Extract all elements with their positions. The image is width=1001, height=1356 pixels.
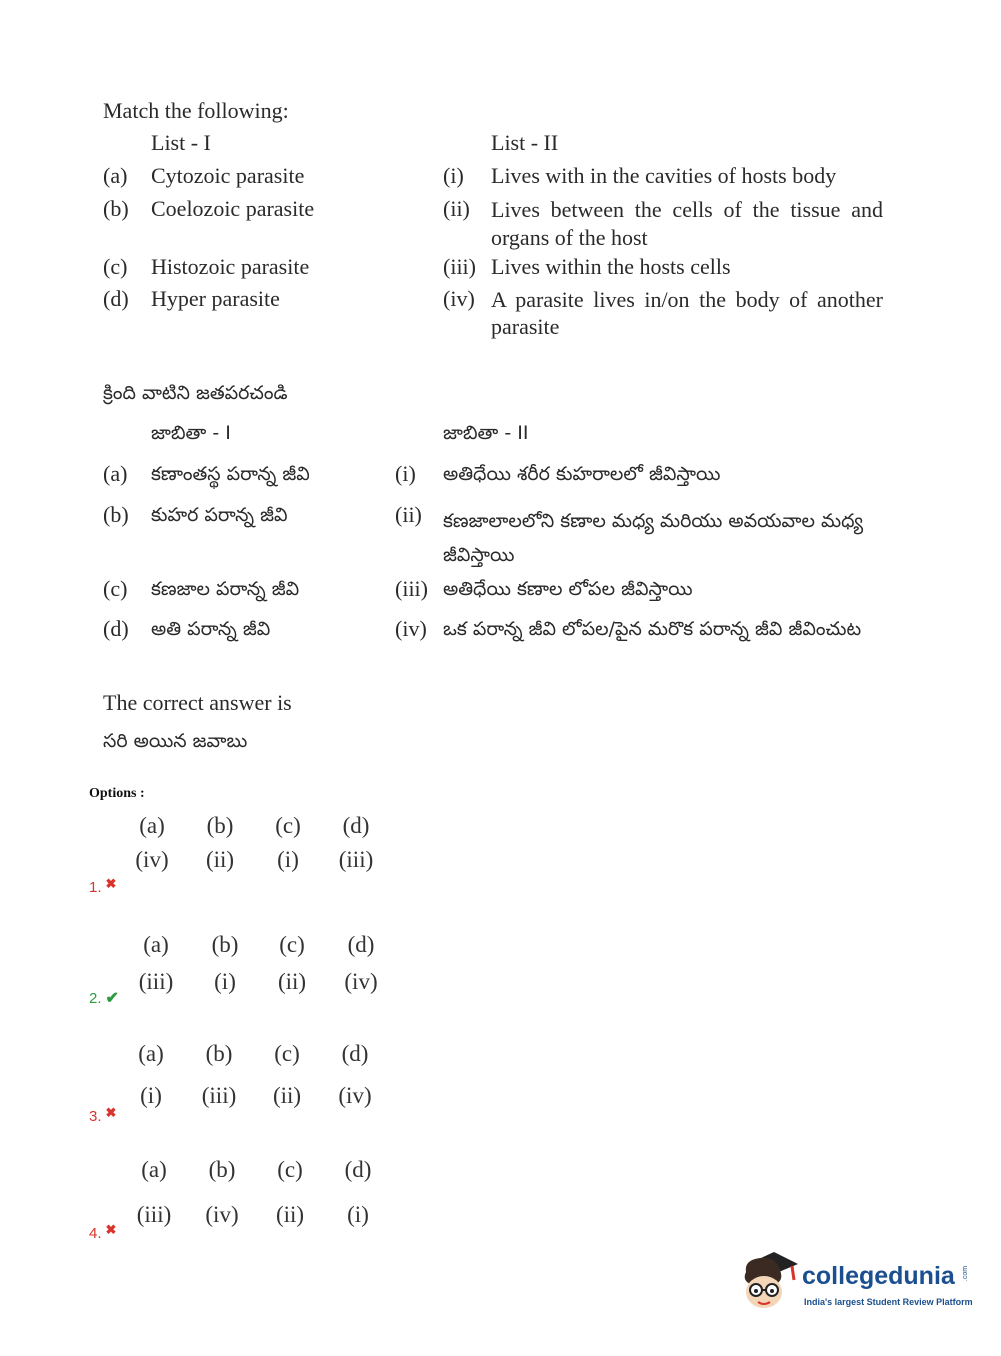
option-number-text: 2. — [89, 990, 102, 1007]
cross-icon: ✖ — [105, 876, 117, 891]
row-roman: (iv) — [395, 616, 427, 641]
option-header-cell: (c) — [277, 1157, 303, 1182]
row-letter: (c) — [103, 254, 128, 279]
option-number — [89, 1222, 116, 1242]
row-desc: Lives between the cells of the tissue and organs of the host — [491, 197, 883, 250]
instruction-te: క్రింది వాటిని జతపరచండి — [103, 382, 288, 404]
option-header-cell: (d) — [341, 1041, 369, 1066]
option-value-cell: (ii) — [272, 1083, 302, 1108]
row-item: కుహర పరాన్న జీవి — [151, 504, 288, 526]
option-number — [89, 1105, 116, 1125]
row-letter: (b) — [103, 502, 129, 527]
option-value-cell: (iii) — [138, 969, 174, 994]
row-item: Coelozoic parasite — [151, 196, 315, 221]
option-value-cell: (i) — [140, 1083, 162, 1108]
cross-icon: ✖ — [105, 1222, 117, 1237]
list1-header-te: జాబితా - I — [151, 422, 231, 444]
option-header-cell: (d) — [347, 932, 375, 957]
option-header-cell: (a) — [143, 932, 169, 957]
row-roman: (iv) — [443, 286, 475, 311]
option-header-cell: (b) — [205, 1041, 233, 1066]
answer-prompt-en: The correct answer is — [103, 690, 292, 715]
row-roman: (i) — [395, 461, 416, 486]
option-header-cell: (d) — [342, 813, 370, 838]
row-letter: (b) — [103, 196, 129, 221]
row-item: Histozoic parasite — [151, 254, 310, 279]
list2-header: List - II — [491, 130, 559, 155]
list2-header-te: జాబితా - II — [443, 422, 529, 444]
option-number-text: 4. — [89, 1225, 102, 1242]
option-number — [89, 988, 119, 1008]
row-desc: Lives with in the cavities of hosts body — [491, 163, 837, 188]
option-value-cell: (iii) — [201, 1083, 237, 1108]
option-number-text: 1. — [89, 879, 102, 896]
option-value-cell: (iv) — [338, 1083, 372, 1108]
row-roman: (iii) — [443, 254, 476, 279]
row-roman: (i) — [443, 163, 464, 188]
row-item: అతి పరాన్న జీవి — [151, 618, 271, 640]
option-value-cell: (i) — [277, 847, 299, 872]
option-value-cell: (iii) — [338, 847, 374, 872]
collegedunia-logo — [740, 1250, 973, 1320]
row-roman: (iii) — [395, 576, 428, 601]
mascot-icon — [740, 1250, 800, 1314]
row-desc: అతిధేయి శరీర కుహరాలలో జీవిస్తాయి — [443, 463, 721, 485]
option-number-text: 3. — [89, 1108, 102, 1125]
option-header-cell: (a) — [139, 813, 165, 838]
instruction-en: Match the following: — [103, 98, 289, 123]
option-value-cell: (i) — [214, 969, 236, 994]
option-header-cell: (c) — [274, 1041, 300, 1066]
row-roman: (ii) — [395, 502, 422, 527]
option-header-cell: (b) — [208, 1157, 236, 1182]
option-number — [89, 876, 116, 896]
option-value-cell: (i) — [347, 1202, 369, 1227]
row-letter: (c) — [103, 576, 128, 601]
row-desc: A parasite lives in/on the body of another parasite — [491, 287, 883, 339]
option-value-cell: (iv) — [205, 1202, 239, 1227]
option-header-cell: (d) — [344, 1157, 372, 1182]
row-letter: (d) — [103, 616, 129, 641]
option-header-cell: (b) — [206, 813, 234, 838]
row-desc: అతిధేయి కణాల లోపల జీవిస్తాయి — [443, 578, 693, 600]
logo-com: .com — [962, 1265, 970, 1282]
option-header-cell: (c) — [275, 813, 301, 838]
row-letter: (a) — [103, 163, 128, 188]
row-roman: (ii) — [443, 196, 470, 221]
logo-wordmark: collegedunia — [802, 1262, 955, 1290]
option-header-cell: (a) — [141, 1157, 167, 1182]
check-icon: ✔ — [105, 990, 119, 1007]
row-desc: కణజాలాలలోని కణాల మధ్య మరియు అవయవాల మధ్య జీవిస్తాయి — [443, 510, 864, 566]
option-value-cell: (ii) — [277, 969, 307, 994]
row-letter: (a) — [103, 461, 128, 486]
option-value-cell: (iv) — [135, 847, 169, 872]
row-item: Cytozoic parasite — [151, 163, 305, 188]
option-value-cell: (iii) — [136, 1202, 172, 1227]
option-value-cell: (iv) — [344, 969, 378, 994]
row-desc: Lives within the hosts cells — [491, 254, 731, 279]
row-item: కణాంతస్థ పరాన్న జీవి — [151, 463, 310, 485]
answer-prompt-te: సరి అయిన జవాబు — [103, 730, 248, 752]
row-letter: (d) — [103, 286, 129, 311]
option-value-cell: (ii) — [275, 1202, 305, 1227]
row-item: Hyper parasite — [151, 286, 280, 311]
cross-icon: ✖ — [105, 1105, 117, 1120]
option-header-cell: (a) — [138, 1041, 164, 1066]
option-value-cell: (ii) — [205, 847, 235, 872]
list1-header: List - I — [151, 130, 211, 155]
options-label: Options : — [89, 786, 145, 801]
logo-tagline: India's largest Student Review Platform — [804, 1297, 973, 1307]
option-header-cell: (c) — [279, 932, 305, 957]
row-item: కణజాల పరాన్న జీవి — [151, 578, 300, 600]
option-header-cell: (b) — [211, 932, 239, 957]
row-desc: ఒక పరాన్న జీవి లోపల/పైన మరొక పరాన్న జీవి జీవించుట — [443, 618, 862, 640]
